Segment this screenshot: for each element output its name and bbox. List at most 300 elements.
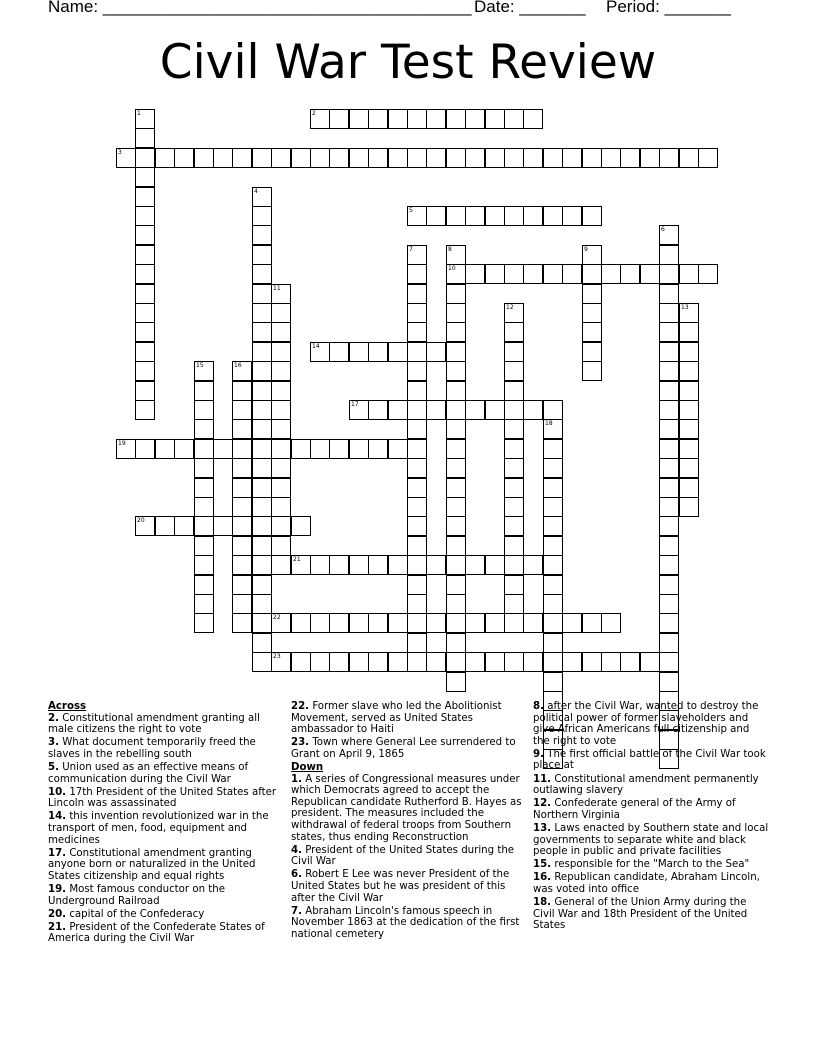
grid-cell[interactable] [232, 361, 252, 381]
grid-cell[interactable] [582, 303, 602, 323]
grid-cell[interactable] [310, 342, 330, 362]
grid-cell[interactable] [271, 458, 291, 478]
grid-cell[interactable] [504, 516, 524, 536]
grid-cell[interactable] [659, 575, 679, 595]
grid-cell[interactable] [426, 555, 446, 575]
grid-cell[interactable] [135, 516, 155, 536]
grid-cell[interactable] [523, 652, 543, 672]
grid-cell[interactable] [679, 381, 699, 401]
grid-cell[interactable] [291, 652, 311, 672]
grid-cell[interactable] [407, 381, 427, 401]
grid-cell[interactable] [252, 439, 272, 459]
grid-cell[interactable] [446, 361, 466, 381]
grid-cell[interactable] [504, 342, 524, 362]
grid-cell[interactable] [135, 109, 155, 129]
grid-cell[interactable] [271, 303, 291, 323]
grid-cell[interactable] [271, 516, 291, 536]
grid-cell[interactable] [135, 439, 155, 459]
grid-cell[interactable] [659, 148, 679, 168]
grid-cell[interactable] [368, 148, 388, 168]
grid-cell[interactable] [582, 206, 602, 226]
grid-cell[interactable] [446, 322, 466, 342]
grid-cell[interactable] [388, 652, 408, 672]
grid-cell[interactable] [446, 400, 466, 420]
grid-cell[interactable] [388, 439, 408, 459]
grid-cell[interactable] [407, 458, 427, 478]
grid-cell[interactable] [194, 400, 214, 420]
grid-cell[interactable] [426, 400, 446, 420]
grid-cell[interactable] [543, 439, 563, 459]
grid-cell[interactable] [426, 109, 446, 129]
grid-cell[interactable] [465, 109, 485, 129]
grid-cell[interactable] [679, 264, 699, 284]
grid-cell[interactable] [368, 400, 388, 420]
grid-cell[interactable] [679, 322, 699, 342]
grid-cell[interactable] [523, 148, 543, 168]
grid-cell[interactable] [659, 439, 679, 459]
grid-cell[interactable] [194, 381, 214, 401]
grid-cell[interactable] [232, 400, 252, 420]
grid-cell[interactable] [135, 245, 155, 265]
grid-cell[interactable] [388, 400, 408, 420]
grid-cell[interactable] [582, 342, 602, 362]
grid-cell[interactable] [252, 478, 272, 498]
grid-cell[interactable] [194, 594, 214, 614]
grid-cell[interactable] [523, 206, 543, 226]
grid-cell[interactable] [504, 497, 524, 517]
grid-cell[interactable] [543, 264, 563, 284]
grid-cell[interactable] [543, 478, 563, 498]
grid-cell[interactable] [407, 575, 427, 595]
grid-cell[interactable] [582, 284, 602, 304]
grid-cell[interactable] [291, 148, 311, 168]
grid-cell[interactable] [446, 439, 466, 459]
grid-cell[interactable] [562, 264, 582, 284]
grid-cell[interactable] [543, 148, 563, 168]
grid-cell[interactable] [194, 148, 214, 168]
grid-cell[interactable] [407, 361, 427, 381]
grid-cell[interactable] [232, 497, 252, 517]
grid-cell[interactable] [310, 109, 330, 129]
grid-cell[interactable] [252, 633, 272, 653]
grid-cell[interactable] [135, 187, 155, 207]
grid-cell[interactable] [582, 148, 602, 168]
grid-cell[interactable] [232, 439, 252, 459]
grid-cell[interactable] [446, 555, 466, 575]
grid-cell[interactable] [349, 109, 369, 129]
grid-cell[interactable] [504, 148, 524, 168]
grid-cell[interactable] [252, 148, 272, 168]
grid-cell[interactable] [446, 672, 466, 692]
grid-cell[interactable] [465, 400, 485, 420]
grid-cell[interactable] [271, 284, 291, 304]
grid-cell[interactable] [543, 400, 563, 420]
grid-cell[interactable] [543, 536, 563, 556]
grid-cell[interactable] [194, 613, 214, 633]
grid-cell[interactable] [252, 284, 272, 304]
grid-cell[interactable] [368, 613, 388, 633]
grid-cell[interactable] [407, 478, 427, 498]
grid-cell[interactable] [252, 303, 272, 323]
grid-cell[interactable] [232, 478, 252, 498]
grid-cell[interactable] [446, 536, 466, 556]
grid-cell[interactable] [368, 652, 388, 672]
grid-cell[interactable] [446, 148, 466, 168]
grid-cell[interactable] [543, 575, 563, 595]
grid-cell[interactable] [523, 264, 543, 284]
grid-cell[interactable] [504, 381, 524, 401]
grid-cell[interactable] [310, 439, 330, 459]
grid-cell[interactable] [446, 419, 466, 439]
grid-cell[interactable] [601, 264, 621, 284]
grid-cell[interactable] [620, 264, 640, 284]
grid-cell[interactable] [446, 497, 466, 517]
grid-cell[interactable] [194, 419, 214, 439]
grid-cell[interactable] [135, 206, 155, 226]
grid-cell[interactable] [213, 439, 233, 459]
grid-cell[interactable] [504, 478, 524, 498]
grid-cell[interactable] [252, 322, 272, 342]
grid-cell[interactable] [485, 264, 505, 284]
grid-cell[interactable] [562, 613, 582, 633]
grid-cell[interactable] [407, 264, 427, 284]
grid-cell[interactable] [504, 594, 524, 614]
grid-cell[interactable] [446, 109, 466, 129]
grid-cell[interactable] [135, 167, 155, 187]
date-field-label[interactable]: Date: _______ [474, 0, 586, 16]
grid-cell[interactable] [271, 555, 291, 575]
grid-cell[interactable] [349, 439, 369, 459]
grid-cell[interactable] [271, 342, 291, 362]
grid-cell[interactable] [679, 458, 699, 478]
grid-cell[interactable] [116, 148, 136, 168]
grid-cell[interactable] [310, 613, 330, 633]
grid-cell[interactable] [659, 633, 679, 653]
grid-cell[interactable] [504, 613, 524, 633]
grid-cell[interactable] [485, 613, 505, 633]
grid-cell[interactable] [504, 322, 524, 342]
grid-cell[interactable] [194, 536, 214, 556]
grid-cell[interactable] [446, 652, 466, 672]
grid-cell[interactable] [698, 148, 718, 168]
grid-cell[interactable] [329, 342, 349, 362]
grid-cell[interactable] [407, 284, 427, 304]
grid-cell[interactable] [659, 284, 679, 304]
grid-cell[interactable] [620, 652, 640, 672]
grid-cell[interactable] [155, 516, 175, 536]
grid-cell[interactable] [232, 555, 252, 575]
grid-cell[interactable] [504, 303, 524, 323]
grid-cell[interactable] [271, 381, 291, 401]
grid-cell[interactable] [465, 652, 485, 672]
grid-cell[interactable] [504, 400, 524, 420]
grid-cell[interactable] [271, 613, 291, 633]
grid-cell[interactable] [446, 633, 466, 653]
grid-cell[interactable] [446, 381, 466, 401]
grid-cell[interactable] [329, 613, 349, 633]
grid-cell[interactable] [271, 497, 291, 517]
grid-cell[interactable] [679, 497, 699, 517]
grid-cell[interactable] [582, 652, 602, 672]
grid-cell[interactable] [543, 458, 563, 478]
grid-cell[interactable] [659, 303, 679, 323]
grid-cell[interactable] [426, 613, 446, 633]
grid-cell[interactable] [407, 633, 427, 653]
grid-cell[interactable] [659, 419, 679, 439]
grid-cell[interactable] [679, 303, 699, 323]
grid-cell[interactable] [543, 672, 563, 692]
grid-cell[interactable] [232, 381, 252, 401]
grid-cell[interactable] [504, 652, 524, 672]
grid-cell[interactable] [562, 652, 582, 672]
grid-cell[interactable] [388, 555, 408, 575]
grid-cell[interactable] [407, 245, 427, 265]
grid-cell[interactable] [407, 400, 427, 420]
grid-cell[interactable] [232, 536, 252, 556]
grid-cell[interactable] [620, 148, 640, 168]
grid-cell[interactable] [543, 497, 563, 517]
grid-cell[interactable] [465, 613, 485, 633]
grid-cell[interactable] [659, 458, 679, 478]
grid-cell[interactable] [252, 381, 272, 401]
grid-cell[interactable] [543, 516, 563, 536]
grid-cell[interactable] [407, 148, 427, 168]
grid-cell[interactable] [504, 536, 524, 556]
grid-cell[interactable] [388, 342, 408, 362]
grid-cell[interactable] [194, 439, 214, 459]
grid-cell[interactable] [485, 109, 505, 129]
grid-cell[interactable] [116, 439, 136, 459]
grid-cell[interactable] [349, 613, 369, 633]
grid-cell[interactable] [407, 536, 427, 556]
grid-cell[interactable] [349, 342, 369, 362]
grid-cell[interactable] [407, 555, 427, 575]
grid-cell[interactable] [465, 206, 485, 226]
grid-cell[interactable] [407, 652, 427, 672]
grid-cell[interactable] [659, 613, 679, 633]
grid-cell[interactable] [446, 458, 466, 478]
grid-cell[interactable] [543, 419, 563, 439]
grid-cell[interactable] [582, 245, 602, 265]
grid-cell[interactable] [388, 109, 408, 129]
grid-cell[interactable] [679, 400, 699, 420]
grid-cell[interactable] [271, 400, 291, 420]
grid-cell[interactable] [504, 419, 524, 439]
grid-cell[interactable] [349, 555, 369, 575]
grid-cell[interactable] [291, 516, 311, 536]
grid-cell[interactable] [523, 613, 543, 633]
grid-cell[interactable] [426, 652, 446, 672]
grid-cell[interactable] [446, 613, 466, 633]
grid-cell[interactable] [659, 594, 679, 614]
grid-cell[interactable] [252, 225, 272, 245]
grid-cell[interactable] [679, 439, 699, 459]
grid-cell[interactable] [659, 652, 679, 672]
grid-cell[interactable] [252, 264, 272, 284]
grid-cell[interactable] [252, 245, 272, 265]
grid-cell[interactable] [368, 109, 388, 129]
grid-cell[interactable] [252, 594, 272, 614]
grid-cell[interactable] [135, 148, 155, 168]
grid-cell[interactable] [640, 148, 660, 168]
grid-cell[interactable] [659, 400, 679, 420]
grid-cell[interactable] [135, 342, 155, 362]
grid-cell[interactable] [135, 128, 155, 148]
grid-cell[interactable] [194, 575, 214, 595]
grid-cell[interactable] [271, 478, 291, 498]
grid-cell[interactable] [659, 225, 679, 245]
grid-cell[interactable] [252, 419, 272, 439]
grid-cell[interactable] [523, 109, 543, 129]
grid-cell[interactable] [349, 148, 369, 168]
grid-cell[interactable] [562, 206, 582, 226]
grid-cell[interactable] [252, 575, 272, 595]
grid-cell[interactable] [446, 594, 466, 614]
grid-cell[interactable] [388, 613, 408, 633]
grid-cell[interactable] [232, 613, 252, 633]
grid-cell[interactable] [504, 458, 524, 478]
grid-cell[interactable] [407, 439, 427, 459]
grid-cell[interactable] [252, 361, 272, 381]
period-field-label[interactable]: Period: _______ [606, 0, 731, 16]
grid-cell[interactable] [310, 555, 330, 575]
grid-cell[interactable] [407, 206, 427, 226]
grid-cell[interactable] [252, 400, 272, 420]
grid-cell[interactable] [465, 148, 485, 168]
grid-cell[interactable] [291, 439, 311, 459]
grid-cell[interactable] [329, 652, 349, 672]
grid-cell[interactable] [232, 419, 252, 439]
grid-cell[interactable] [407, 497, 427, 517]
grid-cell[interactable] [485, 148, 505, 168]
grid-cell[interactable] [271, 652, 291, 672]
grid-cell[interactable] [407, 303, 427, 323]
grid-cell[interactable] [659, 245, 679, 265]
grid-cell[interactable] [213, 516, 233, 536]
grid-cell[interactable] [485, 652, 505, 672]
grid-cell[interactable] [659, 516, 679, 536]
grid-cell[interactable] [582, 613, 602, 633]
grid-cell[interactable] [504, 555, 524, 575]
grid-cell[interactable] [640, 652, 660, 672]
grid-cell[interactable] [659, 555, 679, 575]
grid-cell[interactable] [368, 342, 388, 362]
grid-cell[interactable] [135, 322, 155, 342]
grid-cell[interactable] [407, 109, 427, 129]
grid-cell[interactable] [426, 148, 446, 168]
grid-cell[interactable] [252, 516, 272, 536]
grid-cell[interactable] [659, 672, 679, 692]
grid-cell[interactable] [407, 594, 427, 614]
grid-cell[interactable] [562, 148, 582, 168]
grid-cell[interactable] [679, 342, 699, 362]
grid-cell[interactable] [329, 109, 349, 129]
grid-cell[interactable] [523, 555, 543, 575]
grid-cell[interactable] [582, 361, 602, 381]
grid-cell[interactable] [504, 206, 524, 226]
grid-cell[interactable] [368, 439, 388, 459]
grid-cell[interactable] [446, 264, 466, 284]
grid-cell[interactable] [291, 555, 311, 575]
grid-cell[interactable] [659, 497, 679, 517]
grid-cell[interactable] [155, 148, 175, 168]
grid-cell[interactable] [194, 458, 214, 478]
grid-cell[interactable] [679, 361, 699, 381]
grid-cell[interactable] [271, 322, 291, 342]
grid-cell[interactable] [446, 245, 466, 265]
grid-cell[interactable] [310, 148, 330, 168]
grid-cell[interactable] [349, 400, 369, 420]
name-field-label[interactable]: Name: _______________________________________ [48, 0, 472, 16]
grid-cell[interactable] [232, 458, 252, 478]
grid-cell[interactable] [194, 361, 214, 381]
grid-cell[interactable] [601, 148, 621, 168]
grid-cell[interactable] [679, 419, 699, 439]
grid-cell[interactable] [174, 516, 194, 536]
grid-cell[interactable] [155, 439, 175, 459]
grid-cell[interactable] [543, 594, 563, 614]
grid-cell[interactable] [543, 206, 563, 226]
grid-cell[interactable] [504, 575, 524, 595]
grid-cell[interactable] [504, 439, 524, 459]
grid-cell[interactable] [543, 555, 563, 575]
grid-cell[interactable] [485, 400, 505, 420]
grid-cell[interactable] [407, 322, 427, 342]
grid-cell[interactable] [698, 264, 718, 284]
grid-cell[interactable] [135, 284, 155, 304]
grid-cell[interactable] [640, 264, 660, 284]
grid-cell[interactable] [446, 516, 466, 536]
grid-cell[interactable] [659, 536, 679, 556]
grid-cell[interactable] [446, 303, 466, 323]
grid-cell[interactable] [213, 148, 233, 168]
grid-cell[interactable] [252, 613, 272, 633]
grid-cell[interactable] [329, 148, 349, 168]
grid-cell[interactable] [194, 555, 214, 575]
grid-cell[interactable] [504, 264, 524, 284]
grid-cell[interactable] [194, 516, 214, 536]
grid-cell[interactable] [465, 555, 485, 575]
grid-cell[interactable] [252, 187, 272, 207]
grid-cell[interactable] [679, 148, 699, 168]
grid-cell[interactable] [446, 284, 466, 304]
grid-cell[interactable] [232, 516, 252, 536]
grid-cell[interactable] [271, 361, 291, 381]
grid-cell[interactable] [310, 652, 330, 672]
grid-cell[interactable] [465, 264, 485, 284]
grid-cell[interactable] [135, 361, 155, 381]
grid-cell[interactable] [232, 148, 252, 168]
grid-cell[interactable] [329, 439, 349, 459]
grid-cell[interactable] [368, 555, 388, 575]
grid-cell[interactable] [388, 148, 408, 168]
grid-cell[interactable] [601, 613, 621, 633]
grid-cell[interactable] [543, 633, 563, 653]
grid-cell[interactable] [543, 613, 563, 633]
grid-cell[interactable] [271, 419, 291, 439]
grid-cell[interactable] [485, 555, 505, 575]
grid-cell[interactable] [426, 206, 446, 226]
grid-cell[interactable] [271, 148, 291, 168]
grid-cell[interactable] [407, 342, 427, 362]
grid-cell[interactable] [232, 575, 252, 595]
grid-cell[interactable] [543, 652, 563, 672]
grid-cell[interactable] [291, 613, 311, 633]
grid-cell[interactable] [252, 555, 272, 575]
grid-cell[interactable] [252, 458, 272, 478]
grid-cell[interactable] [659, 381, 679, 401]
grid-cell[interactable] [659, 361, 679, 381]
